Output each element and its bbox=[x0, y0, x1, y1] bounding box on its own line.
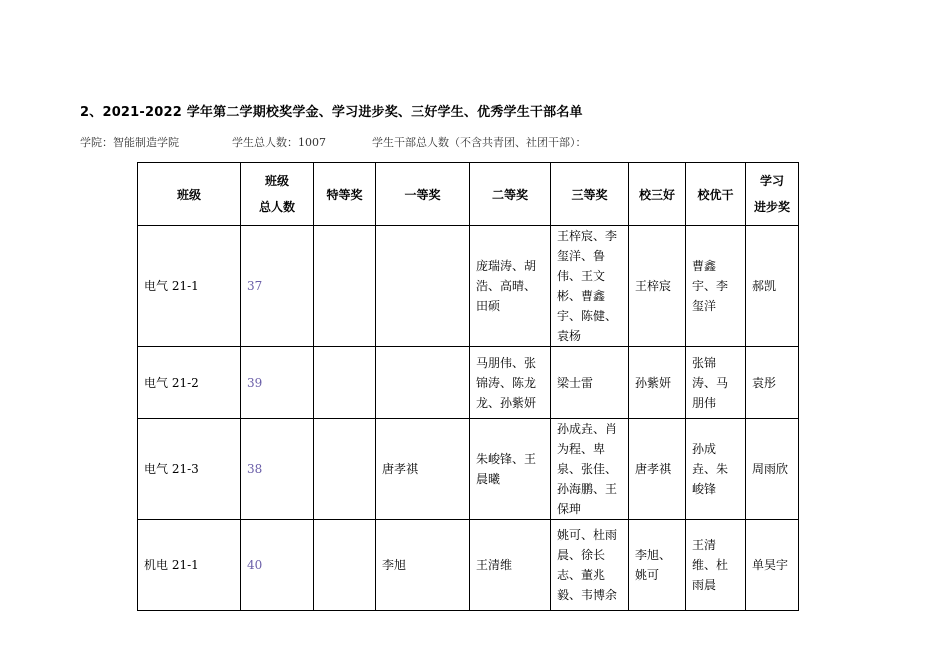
student-name: 王保珅 bbox=[557, 482, 618, 516]
class-cell bbox=[138, 226, 241, 347]
student-name: 庞瑞涛、 bbox=[476, 259, 525, 273]
student-name: 姚可 bbox=[635, 568, 660, 582]
third-cell bbox=[551, 520, 629, 611]
student-name: 孙成垚、 bbox=[692, 442, 717, 476]
table-row bbox=[138, 419, 799, 520]
first-cell bbox=[376, 226, 470, 347]
class-cell bbox=[138, 520, 241, 611]
total-cell bbox=[241, 520, 314, 611]
student-name: 张锦涛、 bbox=[692, 355, 717, 390]
class-cell-value: 电气 21-1 bbox=[144, 279, 199, 293]
student-name: 董兆毅、 bbox=[557, 568, 606, 602]
college-label: 学院：智能制造学院 bbox=[80, 136, 179, 149]
second-cell bbox=[470, 226, 551, 347]
student-name: 孙紫妍 bbox=[500, 395, 537, 410]
student-name: 鲁伟、 bbox=[557, 249, 606, 283]
student-name: 孙海鹏、 bbox=[557, 482, 606, 496]
first-cell bbox=[376, 419, 470, 520]
header-progress-line1: 学习 bbox=[759, 174, 784, 188]
student-name: 姚可、 bbox=[557, 528, 594, 542]
progress-cell bbox=[746, 347, 799, 419]
class-cell bbox=[138, 419, 241, 520]
special-cell bbox=[314, 419, 376, 520]
header-class: 班级 bbox=[138, 163, 241, 226]
student-name: 韦博余 bbox=[581, 588, 618, 602]
student-name: 张佳、 bbox=[581, 462, 618, 476]
merit-cell bbox=[629, 347, 686, 419]
cadre-cell bbox=[686, 347, 746, 419]
class-cell bbox=[138, 347, 241, 419]
table-row bbox=[138, 520, 799, 611]
header-special: 特等奖 bbox=[314, 163, 376, 226]
progress-cell-names bbox=[746, 276, 798, 296]
student-name: 孙成垚、 bbox=[557, 422, 606, 436]
table-row bbox=[138, 226, 799, 347]
merit-cell-names bbox=[629, 373, 685, 393]
header-progress bbox=[746, 163, 799, 226]
progress-cell-names bbox=[746, 555, 798, 575]
student-name: 袁杨 bbox=[557, 329, 582, 343]
second-cell bbox=[470, 419, 551, 520]
header-row bbox=[138, 163, 799, 226]
second-cell bbox=[470, 347, 551, 419]
page-title: 2、2021-2022 学年第二学期校奖学金、学习进步奖、三好学生、优秀学生干部名单 bbox=[80, 105, 583, 120]
student-name: 胡浩、 bbox=[476, 259, 537, 293]
merit-cell bbox=[629, 419, 686, 520]
student-name: 袁彤 bbox=[752, 375, 777, 390]
student-name: 马朋伟 bbox=[692, 375, 729, 410]
header-cadre: 校优干 bbox=[686, 163, 746, 226]
third-cell-names bbox=[551, 226, 628, 346]
student-name: 卑泉、 bbox=[557, 442, 606, 476]
merit-cell-names bbox=[629, 545, 685, 585]
progress-cell-names bbox=[746, 459, 798, 479]
student-name: 朱峻锋 bbox=[692, 462, 729, 496]
second-cell-names bbox=[470, 256, 550, 316]
third-cell-names bbox=[551, 419, 628, 519]
cadre-cell-names bbox=[686, 535, 745, 595]
cadre-cell bbox=[686, 520, 746, 611]
awards-table bbox=[137, 162, 799, 611]
first-cell-value: 李旭 bbox=[382, 558, 407, 572]
second-cell-names bbox=[470, 449, 550, 489]
student-name: 张锦涛、 bbox=[476, 355, 537, 390]
class-cell-value: 电气 21-2 bbox=[144, 375, 199, 390]
cadre-cell-names bbox=[686, 439, 745, 499]
second-cell bbox=[470, 520, 551, 611]
progress-cell bbox=[746, 226, 799, 347]
progress-cell bbox=[746, 419, 799, 520]
cadre-cell bbox=[686, 226, 746, 347]
third-cell bbox=[551, 347, 629, 419]
total-cell bbox=[241, 226, 314, 347]
student-name: 周雨欣 bbox=[752, 462, 789, 476]
student-name: 王文彬、 bbox=[557, 269, 606, 303]
student-name: 单昊宇 bbox=[752, 558, 789, 572]
total-cell-value: 37 bbox=[247, 279, 263, 293]
student-name: 高晴、 bbox=[500, 279, 537, 293]
student-name: 王清维、 bbox=[692, 538, 717, 572]
student-name: 王晨曦 bbox=[476, 452, 537, 486]
student-name: 郝凯 bbox=[752, 279, 777, 293]
first-cell-value: 唐孝祺 bbox=[382, 462, 419, 476]
first-cell bbox=[376, 520, 470, 611]
cadre-total-label: 学生干部总人数（不含共青团、社团干部）： bbox=[372, 136, 587, 149]
total-cell-value: 39 bbox=[247, 375, 263, 390]
special-cell bbox=[314, 520, 376, 611]
total-students-label: 学生总人数：1007 bbox=[232, 136, 326, 149]
merit-cell-names bbox=[629, 459, 685, 479]
student-name: 李旭、 bbox=[635, 548, 672, 562]
student-name: 孙紫妍 bbox=[635, 375, 672, 390]
progress-cell bbox=[746, 520, 799, 611]
student-name: 徐长志、 bbox=[557, 548, 606, 582]
student-name: 杜雨晨 bbox=[692, 558, 729, 592]
third-cell-names bbox=[551, 525, 628, 605]
header-total bbox=[241, 163, 314, 226]
cadre-cell bbox=[686, 419, 746, 520]
student-name: 杜雨晨、 bbox=[557, 528, 618, 562]
student-name: 陈健、 bbox=[581, 309, 618, 323]
student-name: 曹鑫宇、 bbox=[692, 259, 717, 293]
student-name: 李玺洋、 bbox=[557, 229, 618, 263]
third-cell-names bbox=[551, 373, 628, 393]
second-cell-names bbox=[470, 555, 550, 575]
merit-cell bbox=[629, 226, 686, 347]
header-merit: 校三好 bbox=[629, 163, 686, 226]
student-name: 王梓宸、 bbox=[557, 229, 606, 243]
second-cell-names bbox=[470, 353, 550, 413]
first-cell bbox=[376, 347, 470, 419]
student-name: 马朋伟、 bbox=[476, 355, 525, 370]
special-cell bbox=[314, 226, 376, 347]
class-cell-value: 电气 21-3 bbox=[144, 462, 199, 476]
special-cell bbox=[314, 347, 376, 419]
total-cell-value: 38 bbox=[247, 462, 263, 476]
student-name: 王清维 bbox=[476, 558, 513, 572]
total-cell bbox=[241, 347, 314, 419]
class-cell-value: 机电 21-1 bbox=[144, 558, 199, 572]
third-cell bbox=[551, 226, 629, 347]
header-third: 三等奖 bbox=[551, 163, 629, 226]
third-cell bbox=[551, 419, 629, 520]
total-cell bbox=[241, 419, 314, 520]
student-name: 梁士雷 bbox=[557, 375, 594, 390]
student-name: 田硕 bbox=[476, 299, 501, 313]
header-total-line2: 总人数 bbox=[258, 200, 295, 214]
student-name: 王梓宸 bbox=[635, 279, 672, 293]
student-name: 肖为程、 bbox=[557, 422, 618, 456]
student-name: 陈龙龙、 bbox=[476, 375, 537, 410]
progress-cell-names bbox=[746, 373, 798, 393]
student-name: 唐孝祺 bbox=[635, 462, 672, 476]
table-row bbox=[138, 347, 799, 419]
cadre-cell-names bbox=[686, 353, 745, 413]
student-name: 曹鑫宇、 bbox=[557, 289, 606, 323]
header-first: 一等奖 bbox=[376, 163, 470, 226]
student-name: 朱峻锋、 bbox=[476, 452, 525, 466]
total-cell-value: 40 bbox=[247, 558, 263, 572]
cadre-cell-names bbox=[686, 256, 745, 316]
student-name: 李玺洋 bbox=[692, 279, 729, 313]
merit-cell-names bbox=[629, 276, 685, 296]
merit-cell bbox=[629, 520, 686, 611]
header-progress-line2: 进步奖 bbox=[753, 200, 790, 214]
header-second: 二等奖 bbox=[470, 163, 551, 226]
header-total-line1: 班级 bbox=[264, 174, 289, 188]
